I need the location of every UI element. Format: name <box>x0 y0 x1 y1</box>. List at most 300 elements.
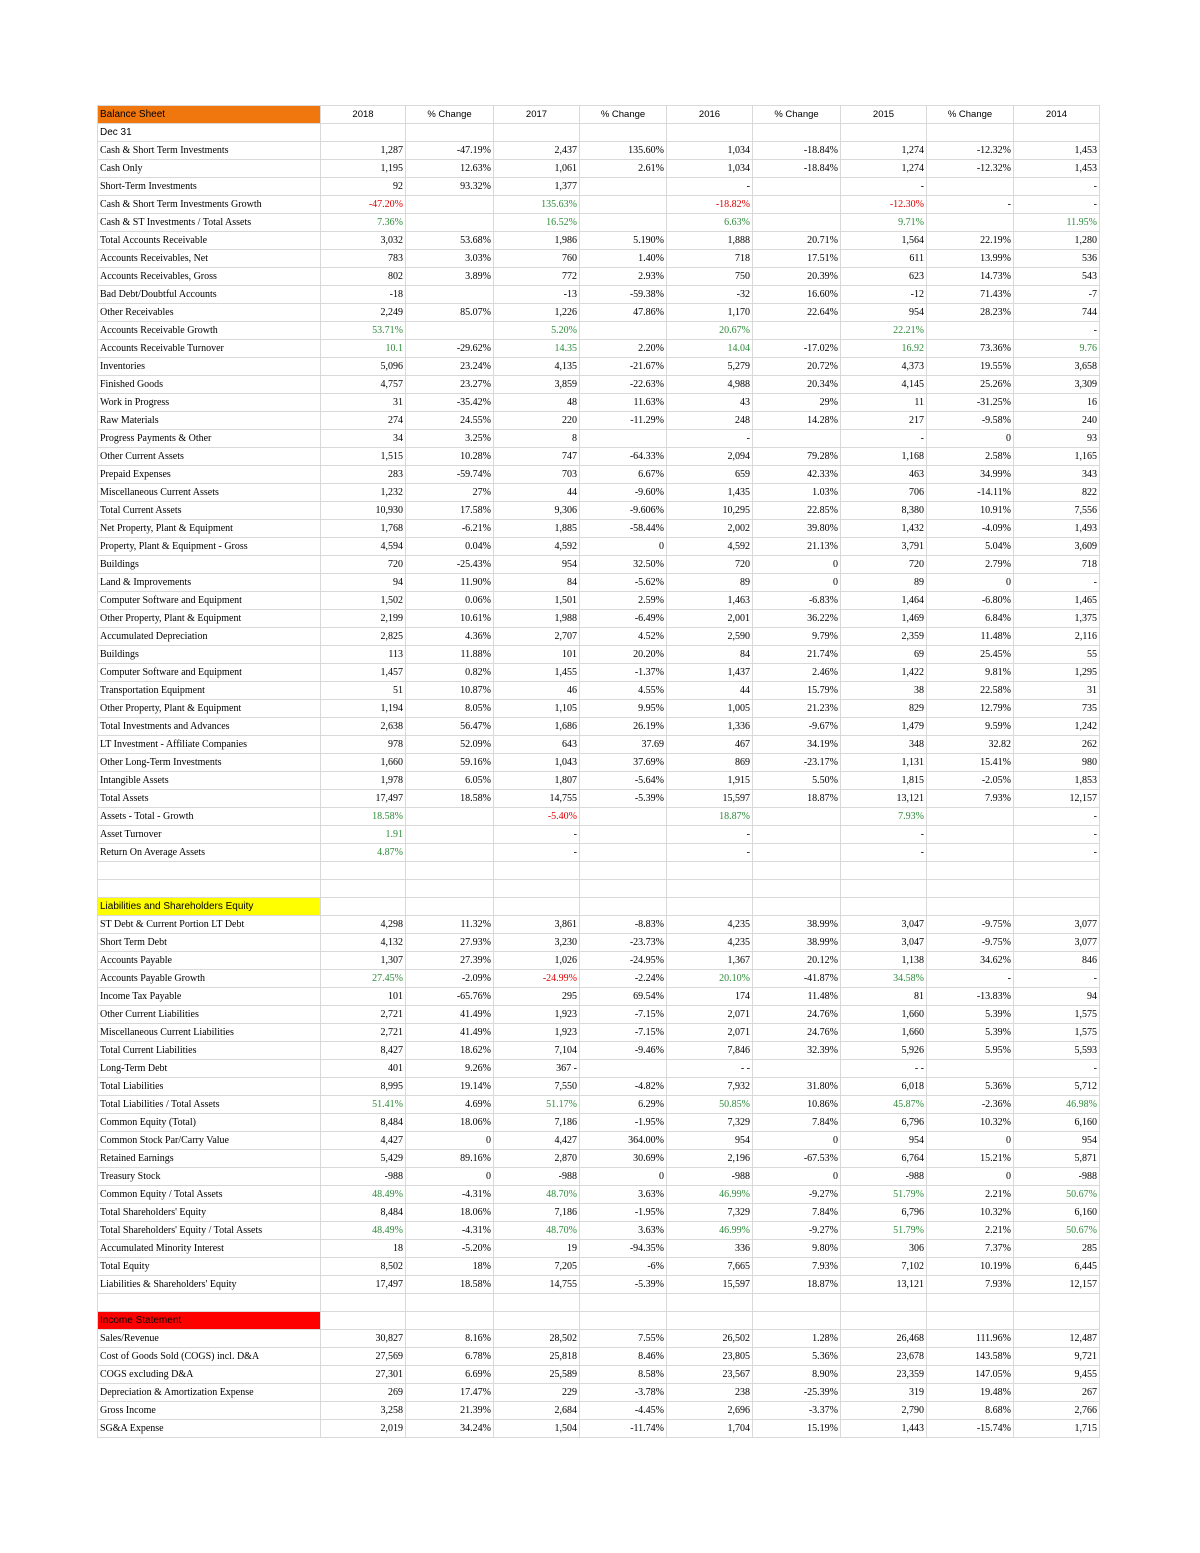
empty-cell <box>667 862 753 880</box>
value-cell: 29% <box>753 394 841 412</box>
value-cell: 1,502 <box>321 592 406 610</box>
value-cell: 27% <box>406 484 494 502</box>
value-cell: 21.13% <box>753 538 841 556</box>
value-cell: 954 <box>1014 1132 1100 1150</box>
table-row <box>98 700 1100 718</box>
value-cell: 92 <box>321 178 406 196</box>
value-cell: -12.32% <box>927 142 1014 160</box>
table-row <box>98 142 1100 160</box>
value-cell: 783 <box>321 250 406 268</box>
value-cell: 8,380 <box>841 502 927 520</box>
value-cell: 27,301 <box>321 1366 406 1384</box>
value-cell: 954 <box>494 556 580 574</box>
value-cell: 2.21% <box>927 1186 1014 1204</box>
value-cell: 5.04% <box>927 538 1014 556</box>
section-row <box>98 1312 1100 1330</box>
row-label: Total Current Liabilities <box>98 1042 321 1060</box>
value-cell: 348 <box>841 736 927 754</box>
value-cell: 8.58% <box>580 1366 667 1384</box>
value-cell: 50.67% <box>1014 1222 1100 1240</box>
value-cell: 25,589 <box>494 1366 580 1384</box>
empty-cell <box>321 880 406 898</box>
row-label: Long-Term Debt <box>98 1060 321 1078</box>
value-cell: 9.71% <box>841 214 927 232</box>
value-cell: 53.71% <box>321 322 406 340</box>
value-cell <box>580 1060 667 1078</box>
value-cell: 7.93% <box>927 1276 1014 1294</box>
value-cell: 17.51% <box>753 250 841 268</box>
row-label: Accounts Payable <box>98 952 321 970</box>
value-cell: 8.46% <box>580 1348 667 1366</box>
value-cell: 4,132 <box>321 934 406 952</box>
value-cell: 623 <box>841 268 927 286</box>
value-cell: 23,805 <box>667 1348 753 1366</box>
section-header-balance-sheet: Balance Sheet <box>98 106 321 124</box>
value-cell: -1.37% <box>580 664 667 682</box>
value-cell: -9.58% <box>927 412 1014 430</box>
value-cell: 3.89% <box>406 268 494 286</box>
column-header: % Change <box>580 106 667 124</box>
value-cell: - <box>1014 808 1100 826</box>
value-cell <box>927 826 1014 844</box>
value-cell: 1,307 <box>321 952 406 970</box>
value-cell: 15.19% <box>753 1420 841 1438</box>
value-cell: -41.87% <box>753 970 841 988</box>
value-cell: -6.49% <box>580 610 667 628</box>
value-cell: 463 <box>841 466 927 484</box>
row-label: Computer Software and Equipment <box>98 592 321 610</box>
value-cell: 1,853 <box>1014 772 1100 790</box>
value-cell: 8,427 <box>321 1042 406 1060</box>
value-cell: 20.67% <box>667 322 753 340</box>
blank-row <box>98 862 1100 880</box>
value-cell: 18.58% <box>406 1276 494 1294</box>
value-cell: 2.46% <box>753 664 841 682</box>
value-cell: 7,186 <box>494 1114 580 1132</box>
table-row <box>98 466 1100 484</box>
value-cell: -17.02% <box>753 340 841 358</box>
value-cell: 2,071 <box>667 1024 753 1042</box>
value-cell: 11.48% <box>927 628 1014 646</box>
value-cell <box>667 124 753 142</box>
empty-cell <box>841 862 927 880</box>
value-cell: 536 <box>1014 250 1100 268</box>
column-header: % Change <box>927 106 1014 124</box>
row-label: Accounts Payable Growth <box>98 970 321 988</box>
row-label: Treasury Stock <box>98 1168 321 1186</box>
value-cell: 25.45% <box>927 646 1014 664</box>
value-cell: 14.73% <box>927 268 1014 286</box>
row-label: Intangible Assets <box>98 772 321 790</box>
empty-cell <box>494 898 580 916</box>
value-cell: 4.69% <box>406 1096 494 1114</box>
value-cell: 1,295 <box>1014 664 1100 682</box>
row-label: Depreciation & Amortization Expense <box>98 1384 321 1402</box>
value-cell: 5.39% <box>927 1024 1014 1042</box>
value-cell: 2.20% <box>580 340 667 358</box>
value-cell: 760 <box>494 250 580 268</box>
value-cell: 980 <box>1014 754 1100 772</box>
value-cell: 50.85% <box>667 1096 753 1114</box>
value-cell: 1.91 <box>321 826 406 844</box>
value-cell: -6% <box>580 1258 667 1276</box>
blank-row <box>98 880 1100 898</box>
value-cell: 7,329 <box>667 1204 753 1222</box>
value-cell: 3,258 <box>321 1402 406 1420</box>
value-cell: 1,978 <box>321 772 406 790</box>
table-row <box>98 1168 1100 1186</box>
value-cell: 24.55% <box>406 412 494 430</box>
value-cell: 3,077 <box>1014 934 1100 952</box>
value-cell: 10.86% <box>753 1096 841 1114</box>
value-cell: 44 <box>494 484 580 502</box>
value-cell: 1,274 <box>841 160 927 178</box>
value-cell: 1,061 <box>494 160 580 178</box>
value-cell: 1,367 <box>667 952 753 970</box>
row-label: Other Long-Term Investments <box>98 754 321 772</box>
value-cell <box>406 844 494 862</box>
value-cell: -6.83% <box>753 592 841 610</box>
value-cell: 23,678 <box>841 1348 927 1366</box>
value-cell: 21.39% <box>406 1402 494 1420</box>
row-label: Finished Goods <box>98 376 321 394</box>
empty-cell <box>494 1312 580 1330</box>
value-cell: 6,764 <box>841 1150 927 1168</box>
value-cell: 1,915 <box>667 772 753 790</box>
value-cell: 135.60% <box>580 142 667 160</box>
value-cell: -9.75% <box>927 916 1014 934</box>
value-cell: 20.71% <box>753 232 841 250</box>
value-cell: 26.19% <box>580 718 667 736</box>
value-cell: 11.63% <box>580 394 667 412</box>
empty-cell <box>406 880 494 898</box>
empty-cell <box>580 862 667 880</box>
value-cell: 5,429 <box>321 1150 406 1168</box>
value-cell: 13,121 <box>841 1276 927 1294</box>
value-cell: 1,815 <box>841 772 927 790</box>
value-cell: 32.39% <box>753 1042 841 1060</box>
row-label: Other Receivables <box>98 304 321 322</box>
empty-cell <box>841 898 927 916</box>
value-cell: 93 <box>1014 430 1100 448</box>
table-row <box>98 970 1100 988</box>
value-cell: 1,686 <box>494 718 580 736</box>
row-label: Short-Term Investments <box>98 178 321 196</box>
value-cell: 802 <box>321 268 406 286</box>
table-row <box>98 574 1100 592</box>
value-cell: 27,569 <box>321 1348 406 1366</box>
empty-cell <box>927 1312 1014 1330</box>
table-row <box>98 358 1100 376</box>
value-cell: 21.23% <box>753 700 841 718</box>
value-cell: -14.11% <box>927 484 1014 502</box>
value-cell: 1,168 <box>841 448 927 466</box>
value-cell <box>406 214 494 232</box>
value-cell: 11.90% <box>406 574 494 592</box>
value-cell: 10,295 <box>667 502 753 520</box>
value-cell: 6,796 <box>841 1114 927 1132</box>
table-row <box>98 1150 1100 1168</box>
table-row <box>98 916 1100 934</box>
value-cell: 2,684 <box>494 1402 580 1420</box>
value-cell: 28,502 <box>494 1330 580 1348</box>
row-label: Land & Improvements <box>98 574 321 592</box>
value-cell: 3.25% <box>406 430 494 448</box>
value-cell: -7 <box>1014 286 1100 304</box>
table-row <box>98 1276 1100 1294</box>
row-label: Total Liabilities / Total Assets <box>98 1096 321 1114</box>
value-cell: 23,567 <box>667 1366 753 1384</box>
value-cell: 11.88% <box>406 646 494 664</box>
empty-cell <box>927 898 1014 916</box>
value-cell: -2.36% <box>927 1096 1014 1114</box>
sheet-body <box>98 106 1100 1438</box>
value-cell: 4,235 <box>667 934 753 952</box>
table-row <box>98 1042 1100 1060</box>
value-cell: 4.36% <box>406 628 494 646</box>
value-cell: -11.74% <box>580 1420 667 1438</box>
row-label: Short Term Debt <box>98 934 321 952</box>
value-cell: 15,597 <box>667 1276 753 1294</box>
value-cell: -65.76% <box>406 988 494 1006</box>
value-cell: 10,930 <box>321 502 406 520</box>
value-cell: - <box>841 844 927 862</box>
value-cell: 18.06% <box>406 1114 494 1132</box>
table-row <box>98 340 1100 358</box>
row-label: Transportation Equipment <box>98 682 321 700</box>
value-cell: 8,995 <box>321 1078 406 1096</box>
value-cell: 52.09% <box>406 736 494 754</box>
row-label: Total Current Assets <box>98 502 321 520</box>
value-cell: 36.22% <box>753 610 841 628</box>
row-label: Accounts Receivables, Gross <box>98 268 321 286</box>
value-cell: 6,796 <box>841 1204 927 1222</box>
value-cell: 7.93% <box>841 808 927 826</box>
value-cell: 2,199 <box>321 610 406 628</box>
empty-cell <box>841 880 927 898</box>
value-cell: -25.43% <box>406 556 494 574</box>
value-cell: 45.87% <box>841 1096 927 1114</box>
row-label: Raw Materials <box>98 412 321 430</box>
value-cell: 8,484 <box>321 1114 406 1132</box>
value-cell: 25.26% <box>927 376 1014 394</box>
value-cell <box>580 826 667 844</box>
row-label: Other Current Assets <box>98 448 321 466</box>
table-row <box>98 1204 1100 1222</box>
empty-cell <box>667 1294 753 1312</box>
value-cell: 2.93% <box>580 268 667 286</box>
value-cell: 543 <box>1014 268 1100 286</box>
value-cell: 4,592 <box>494 538 580 556</box>
blank-row <box>98 1294 1100 1312</box>
value-cell: 7.55% <box>580 1330 667 1348</box>
table-row <box>98 520 1100 538</box>
value-cell: 3,609 <box>1014 538 1100 556</box>
value-cell: 1,375 <box>1014 610 1100 628</box>
value-cell: 5.50% <box>753 772 841 790</box>
value-cell <box>753 808 841 826</box>
value-cell: 7.84% <box>753 1204 841 1222</box>
value-cell <box>753 826 841 844</box>
empty-cell <box>98 880 321 898</box>
value-cell: - <box>1014 844 1100 862</box>
value-cell: 3,658 <box>1014 358 1100 376</box>
value-cell: 30.69% <box>580 1150 667 1168</box>
value-cell: -5.40% <box>494 808 580 826</box>
value-cell: 34.99% <box>927 466 1014 484</box>
value-cell <box>580 430 667 448</box>
value-cell: 5.190% <box>580 232 667 250</box>
value-cell: 4,145 <box>841 376 927 394</box>
value-cell: 38.99% <box>753 916 841 934</box>
column-header: 2017 <box>494 106 580 124</box>
table-row <box>98 178 1100 196</box>
value-cell: 18.58% <box>321 808 406 826</box>
empty-cell <box>753 1294 841 1312</box>
table-row <box>98 1114 1100 1132</box>
value-cell: 2,071 <box>667 1006 753 1024</box>
value-cell: -59.38% <box>580 286 667 304</box>
row-label: Other Property, Plant & Equipment <box>98 700 321 718</box>
value-cell: 2,116 <box>1014 628 1100 646</box>
value-cell: 12.63% <box>406 160 494 178</box>
value-cell: 51.41% <box>321 1096 406 1114</box>
row-label: Cash Only <box>98 160 321 178</box>
table-row <box>98 538 1100 556</box>
value-cell: 89 <box>841 574 927 592</box>
value-cell: 4.87% <box>321 844 406 862</box>
value-cell: - <box>494 844 580 862</box>
empty-cell <box>753 1312 841 1330</box>
value-cell: 747 <box>494 448 580 466</box>
value-cell: 2,707 <box>494 628 580 646</box>
row-label: Work in Progress <box>98 394 321 412</box>
value-cell: 6,445 <box>1014 1258 1100 1276</box>
value-cell: 0 <box>580 1168 667 1186</box>
value-cell: - <box>841 826 927 844</box>
value-cell: 84 <box>494 574 580 592</box>
value-cell: 38.99% <box>753 934 841 952</box>
table-row <box>98 826 1100 844</box>
value-cell: 1,170 <box>667 304 753 322</box>
table-row <box>98 1384 1100 1402</box>
value-cell: 750 <box>667 268 753 286</box>
value-cell: 0 <box>753 1132 841 1150</box>
value-cell: 81 <box>841 988 927 1006</box>
row-label: Total Investments and Advances <box>98 718 321 736</box>
value-cell <box>580 322 667 340</box>
row-label: Common Equity (Total) <box>98 1114 321 1132</box>
table-row <box>98 1078 1100 1096</box>
value-cell: - <box>1014 970 1100 988</box>
table-row <box>98 772 1100 790</box>
value-cell: -2.24% <box>580 970 667 988</box>
value-cell: 9.81% <box>927 664 1014 682</box>
table-row <box>98 1060 1100 1078</box>
empty-cell <box>321 1294 406 1312</box>
value-cell: -12 <box>841 286 927 304</box>
value-cell: 18 <box>321 1240 406 1258</box>
row-label: COGS excluding D&A <box>98 1366 321 1384</box>
value-cell: 21.74% <box>753 646 841 664</box>
value-cell: 41.49% <box>406 1024 494 1042</box>
row-label: Sales/Revenue <box>98 1330 321 1348</box>
value-cell: 659 <box>667 466 753 484</box>
value-cell: 1.28% <box>753 1330 841 1348</box>
value-cell: 27.45% <box>321 970 406 988</box>
value-cell: 2,359 <box>841 628 927 646</box>
value-cell: -4.09% <box>927 520 1014 538</box>
table-row <box>98 1348 1100 1366</box>
table-row <box>98 322 1100 340</box>
row-label: Property, Plant & Equipment - Gross <box>98 538 321 556</box>
value-cell: 23.27% <box>406 376 494 394</box>
row-label: Accounts Receivable Turnover <box>98 340 321 358</box>
value-cell: -9.60% <box>580 484 667 502</box>
value-cell: 6.78% <box>406 1348 494 1366</box>
value-cell: 10.19% <box>927 1258 1014 1276</box>
value-cell: 50.67% <box>1014 1186 1100 1204</box>
value-cell: 27.39% <box>406 952 494 970</box>
value-cell: 1,504 <box>494 1420 580 1438</box>
value-cell: 6,160 <box>1014 1114 1100 1132</box>
value-cell: 718 <box>667 250 753 268</box>
row-label: Accumulated Minority Interest <box>98 1240 321 1258</box>
empty-cell <box>98 862 321 880</box>
value-cell: 53.68% <box>406 232 494 250</box>
row-label: Liabilities & Shareholders' Equity <box>98 1276 321 1294</box>
value-cell: 18.87% <box>753 1276 841 1294</box>
value-cell: 48.49% <box>321 1186 406 1204</box>
value-cell: 24.76% <box>753 1024 841 1042</box>
empty-cell <box>494 862 580 880</box>
value-cell: 7,550 <box>494 1078 580 1096</box>
column-header: 2016 <box>667 106 753 124</box>
empty-cell <box>1014 1312 1100 1330</box>
value-cell: 0 <box>406 1168 494 1186</box>
table-row <box>98 1402 1100 1420</box>
value-cell: 17,497 <box>321 1276 406 1294</box>
value-cell: 9,306 <box>494 502 580 520</box>
row-label: Buildings <box>98 646 321 664</box>
value-cell: 1,465 <box>1014 592 1100 610</box>
value-cell: 7.93% <box>753 1258 841 1276</box>
value-cell: 28.23% <box>927 304 1014 322</box>
value-cell: -22.63% <box>580 376 667 394</box>
value-cell: 720 <box>841 556 927 574</box>
value-cell: 16.92 <box>841 340 927 358</box>
value-cell: -23.73% <box>580 934 667 952</box>
value-cell: - - <box>667 1060 753 1078</box>
value-cell: -58.44% <box>580 520 667 538</box>
value-cell: 1,005 <box>667 700 753 718</box>
value-cell: 1,575 <box>1014 1024 1100 1042</box>
value-cell: -18.84% <box>753 142 841 160</box>
value-cell: 5.20% <box>494 322 580 340</box>
table-row <box>98 1240 1100 1258</box>
value-cell: 718 <box>1014 556 1100 574</box>
value-cell: -988 <box>494 1168 580 1186</box>
value-cell: 8.68% <box>927 1402 1014 1420</box>
value-cell: 7,104 <box>494 1042 580 1060</box>
value-cell: 274 <box>321 412 406 430</box>
empty-cell <box>927 880 1014 898</box>
value-cell: 7.93% <box>927 790 1014 808</box>
value-cell: 37.69% <box>580 754 667 772</box>
value-cell: 2,638 <box>321 718 406 736</box>
value-cell: 217 <box>841 412 927 430</box>
value-cell: 38 <box>841 682 927 700</box>
